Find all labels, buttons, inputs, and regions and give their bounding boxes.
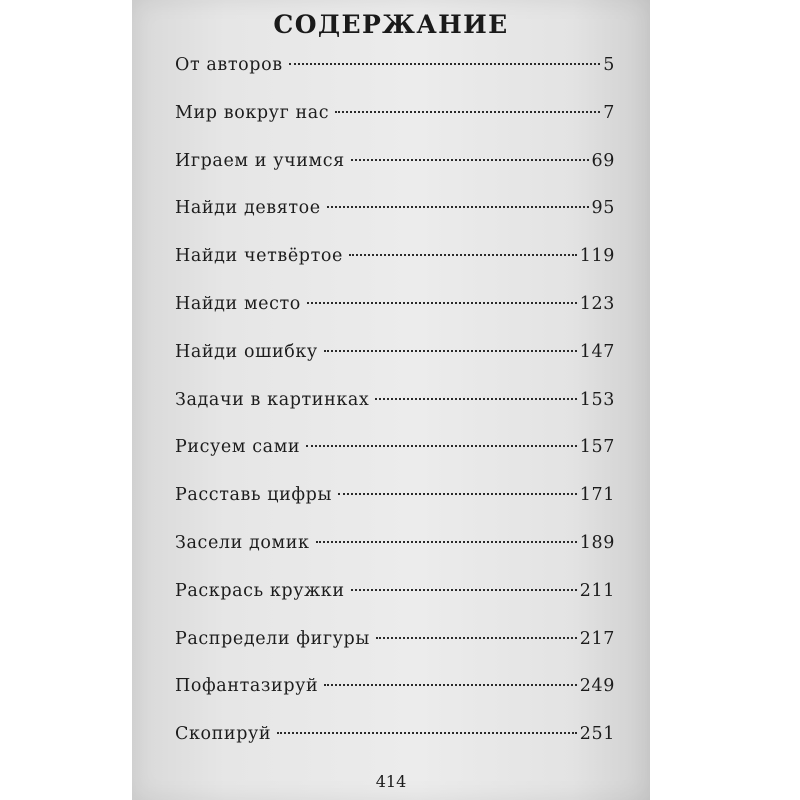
dot-leader [375, 398, 576, 400]
dot-leader [306, 445, 577, 447]
dot-leader [289, 63, 600, 65]
toc-entry [175, 676, 615, 724]
table-of-contents [175, 55, 615, 772]
dot-leader [307, 302, 577, 304]
toc-entry-title: От авторов [175, 55, 283, 75]
dot-leader [277, 732, 577, 734]
dot-leader [351, 589, 577, 591]
toc-entry [175, 246, 615, 294]
toc-entry-page: 189 [579, 532, 615, 553]
toc-entry-title: Найди четвёртое [175, 246, 343, 267]
toc-entry-title: Скопируй [175, 724, 272, 745]
toc-entry-page: 5 [603, 55, 615, 75]
dot-leader [324, 684, 577, 686]
toc-entry [175, 198, 615, 246]
toc-entry-title: Играем и учимся [175, 150, 345, 171]
toc-entry [175, 342, 615, 390]
toc-entry-title: Засели домик [175, 532, 310, 553]
toc-entry-page: 153 [579, 389, 615, 410]
toc-entry-title: Найди место [175, 293, 301, 314]
toc-entry [175, 151, 615, 199]
dot-leader [327, 206, 589, 208]
toc-entry-page: 217 [579, 628, 615, 649]
toc-entry [175, 55, 615, 103]
toc-entry-page: 211 [579, 580, 615, 601]
toc-entry-title: Расставь цифры [175, 485, 333, 506]
toc-entry [175, 533, 615, 581]
toc-entry-page: 249 [579, 676, 615, 697]
toc-entry [175, 103, 615, 151]
toc-entry-page: 69 [591, 150, 615, 171]
dot-leader [316, 541, 577, 543]
page-number: 414 [375, 772, 407, 791]
toc-entry-title: Пофантазируй [175, 676, 319, 697]
toc-entry-page: 119 [579, 246, 615, 267]
toc-entry [175, 629, 615, 677]
toc-entry-page: 95 [591, 198, 615, 219]
toc-entry-title: Найди девятое [175, 198, 321, 219]
toc-entry-page: 7 [603, 102, 615, 123]
toc-entry-page: 157 [579, 437, 615, 458]
toc-entry-title: Мир вокруг нас [175, 102, 330, 123]
toc-entry-title: Задачи в картинках [175, 389, 370, 410]
dot-leader [376, 637, 577, 639]
toc-entry-page: 123 [579, 293, 615, 314]
toc-entry [175, 485, 615, 533]
toc-entry [175, 437, 615, 485]
toc-entry-title: Найди ошибку [175, 341, 318, 362]
book-page [132, 0, 650, 800]
toc-entry-page: 251 [579, 724, 615, 745]
toc-entry-title: Раскрась кружки [175, 580, 345, 601]
dot-leader [335, 111, 600, 113]
toc-entry-title: Рисуем сами [175, 437, 301, 458]
toc-entry-title: Распредели фигуры [175, 628, 370, 649]
dot-leader [349, 254, 577, 256]
toc-entry [175, 724, 615, 772]
toc-entry-page: 171 [579, 485, 615, 506]
page-title: СОДЕРЖАНИЕ [273, 10, 509, 39]
dot-leader [338, 493, 577, 495]
dot-leader [351, 159, 589, 161]
toc-entry-page: 147 [579, 341, 615, 362]
toc-entry [175, 390, 615, 438]
toc-entry [175, 581, 615, 629]
dot-leader [324, 350, 577, 352]
toc-entry [175, 294, 615, 342]
